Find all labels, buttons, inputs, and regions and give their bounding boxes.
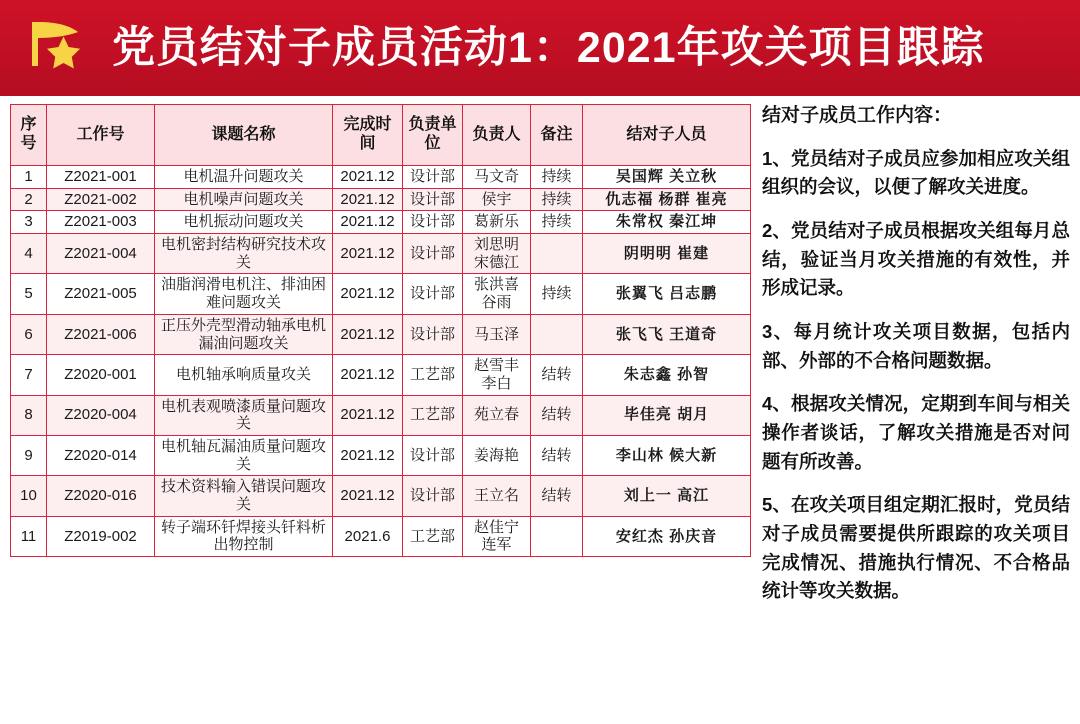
cell-date: 2021.12 — [333, 476, 403, 516]
col-header-index: 序号 — [11, 105, 47, 166]
cell-title: 电机密封结构研究技术攻关 — [155, 234, 333, 274]
cell-owner: 苑立春 — [463, 395, 531, 435]
cell-date: 2021.6 — [333, 516, 403, 556]
content-area — [0, 96, 1080, 724]
cell-index: 3 — [11, 211, 47, 234]
cell-owner: 王立名 — [463, 476, 531, 516]
cell-owner: 葛新乐 — [463, 211, 531, 234]
cell-title: 电机轴瓦漏油质量问题攻关 — [155, 435, 333, 475]
cell-title: 油脂润滑电机注、排油困难问题攻关 — [155, 274, 333, 314]
col-header-date: 完成时间 — [333, 105, 403, 166]
cell-index: 10 — [11, 476, 47, 516]
work-content-panel — [762, 102, 1070, 716]
cell-note: 持续 — [531, 166, 583, 189]
cell-dept: 设计部 — [403, 274, 463, 314]
page-title: 党员结对子成员活动1：2021年攻关项目跟踪 — [112, 24, 985, 72]
cell-index: 7 — [11, 355, 47, 395]
cell-note: 结转 — [531, 435, 583, 475]
cell-code: Z2021-004 — [47, 234, 155, 274]
cell-owner: 赵雪丰 李白 — [463, 355, 531, 395]
title-banner — [0, 0, 1080, 96]
cell-owner: 马文奇 — [463, 166, 531, 189]
cell-title: 电机表观喷漆质量问题攻关 — [155, 395, 333, 435]
col-header-pair: 结对子人员 — [583, 105, 751, 166]
work-content-item-3: 3、每月统计攻关项目数据，包括内部、外部的不合格问题数据。 — [762, 320, 1070, 371]
party-emblem-icon — [14, 8, 106, 88]
cell-title: 技术资料输入错误问题攻关 — [155, 476, 333, 516]
table-row — [11, 274, 751, 314]
col-header-title: 课题名称 — [155, 105, 333, 166]
cell-index: 2 — [11, 188, 47, 211]
cell-owner: 马玉泽 — [463, 314, 531, 354]
cell-dept: 设计部 — [403, 211, 463, 234]
cell-code: Z2021-003 — [47, 211, 155, 234]
cell-index: 6 — [11, 314, 47, 354]
cell-pair: 安红杰 孙庆音 — [583, 516, 751, 556]
cell-dept: 工艺部 — [403, 395, 463, 435]
cell-date: 2021.12 — [333, 395, 403, 435]
cell-index: 1 — [11, 166, 47, 189]
cell-dept: 设计部 — [403, 314, 463, 354]
cell-note: 结转 — [531, 355, 583, 395]
cell-code: Z2020-004 — [47, 395, 155, 435]
cell-note — [531, 234, 583, 274]
cell-dept: 工艺部 — [403, 355, 463, 395]
cell-pair: 张飞飞 王道奇 — [583, 314, 751, 354]
table-row — [11, 355, 751, 395]
work-content-item-5: 5、在攻关项目组定期汇报时，党员结对子成员需要提供所跟踪的攻关项目完成情况、措施执行情况、不合格品统计等攻关数据。 — [762, 494, 1070, 602]
cell-title: 转子端环钎焊接头钎料析出物控制 — [155, 516, 333, 556]
cell-title: 电机温升问题攻关 — [155, 166, 333, 189]
col-header-dept: 负责单位 — [403, 105, 463, 166]
cell-title: 电机轴承响质量攻关 — [155, 355, 333, 395]
cell-date: 2021.12 — [333, 355, 403, 395]
cell-index: 4 — [11, 234, 47, 274]
cell-code: Z2020-014 — [47, 435, 155, 475]
col-header-owner: 负责人 — [463, 105, 531, 166]
cell-note: 持续 — [531, 188, 583, 211]
cell-date: 2021.12 — [333, 314, 403, 354]
project-table — [10, 104, 751, 557]
cell-index: 8 — [11, 395, 47, 435]
table-row — [11, 188, 751, 211]
cell-pair: 毕佳亮 胡月 — [583, 395, 751, 435]
cell-index: 11 — [11, 516, 47, 556]
table-row — [11, 211, 751, 234]
cell-date: 2021.12 — [333, 188, 403, 211]
cell-dept: 工艺部 — [403, 516, 463, 556]
cell-pair: 朱志鑫 孙智 — [583, 355, 751, 395]
cell-note: 持续 — [531, 274, 583, 314]
cell-dept: 设计部 — [403, 234, 463, 274]
cell-note: 结转 — [531, 476, 583, 516]
cell-dept: 设计部 — [403, 166, 463, 189]
cell-pair: 阴明明 崔建 — [583, 234, 751, 274]
cell-code: Z2021-001 — [47, 166, 155, 189]
cell-owner: 张洪喜 谷雨 — [463, 274, 531, 314]
cell-dept: 设计部 — [403, 476, 463, 516]
cell-owner: 侯宇 — [463, 188, 531, 211]
cell-pair: 朱常权 秦江坤 — [583, 211, 751, 234]
cell-pair: 张翼飞 吕志鹏 — [583, 274, 751, 314]
cell-note — [531, 314, 583, 354]
table-row — [11, 395, 751, 435]
table-row — [11, 435, 751, 475]
cell-date: 2021.12 — [333, 234, 403, 274]
cell-index: 5 — [11, 274, 47, 314]
work-content-item-4: 4、根据攻关情况，定期到车间与相关操作者谈话，了解攻关措施是否对问题有所改善。 — [762, 393, 1070, 472]
cell-pair: 仇志福 杨群 崔亮 — [583, 188, 751, 211]
cell-index: 9 — [11, 435, 47, 475]
cell-code: Z2020-001 — [47, 355, 155, 395]
work-content-item-1: 1、党员结对子成员应参加相应攻关组组织的会议，以便了解攻关进度。 — [762, 147, 1070, 198]
cell-owner: 刘思明 宋德江 — [463, 234, 531, 274]
cell-date: 2021.12 — [333, 435, 403, 475]
cell-pair: 吴国辉 关立秋 — [583, 166, 751, 189]
cell-code: Z2021-002 — [47, 188, 155, 211]
cell-owner: 姜海艳 — [463, 435, 531, 475]
cell-note: 持续 — [531, 211, 583, 234]
cell-dept: 设计部 — [403, 435, 463, 475]
cell-title: 电机振动问题攻关 — [155, 211, 333, 234]
table-row — [11, 314, 751, 354]
cell-dept: 设计部 — [403, 188, 463, 211]
table-row — [11, 516, 751, 556]
cell-title: 电机噪声问题攻关 — [155, 188, 333, 211]
project-table-wrap — [10, 104, 750, 557]
table-header-row — [11, 105, 751, 166]
cell-note: 结转 — [531, 395, 583, 435]
cell-owner: 赵佳宁 连军 — [463, 516, 531, 556]
cell-date: 2021.12 — [333, 166, 403, 189]
cell-date: 2021.12 — [333, 274, 403, 314]
cell-code: Z2020-016 — [47, 476, 155, 516]
col-header-code: 工作号 — [47, 105, 155, 166]
cell-pair: 李山林 候大新 — [583, 435, 751, 475]
table-row — [11, 476, 751, 516]
cell-note — [531, 516, 583, 556]
cell-code: Z2019-002 — [47, 516, 155, 556]
cell-pair: 刘上一 高江 — [583, 476, 751, 516]
work-content-title: 结对子成员工作内容： — [762, 105, 953, 126]
cell-title: 正压外壳型滑动轴承电机漏油问题攻关 — [155, 314, 333, 354]
table-row — [11, 234, 751, 274]
col-header-note: 备注 — [531, 105, 583, 166]
cell-code: Z2021-006 — [47, 314, 155, 354]
work-content-item-2: 2、党员结对子成员根据攻关组每月总结，验证当月攻关措施的有效性，并形成记录。 — [762, 219, 1070, 299]
cell-code: Z2021-005 — [47, 274, 155, 314]
table-row — [11, 166, 751, 189]
cell-date: 2021.12 — [333, 211, 403, 234]
